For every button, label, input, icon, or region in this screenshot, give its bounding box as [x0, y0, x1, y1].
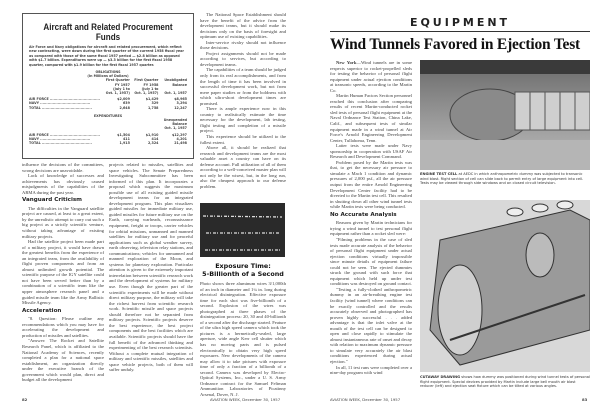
middle-column: projects related to missiles, satellites and space vehicles. The Senate Preparedness Investigating Subcommittee has been informed of this plan. It incorporates a proposal which suggests the maximum possible use of all existing guided missile development teams for an integrated development program. This plan visualizes guided missiles for immediate military use, guided missiles for future military use on the Earth, carrying warheads, reconnaissance equipment, freight or troops, carrier vehicles for orbital missions, unmanned and manned satellites for military use and for peaceful applications such as global weather survey, earth observing, television relay stations, and communications; vehicles for unmanned and manned exploration of the Moon, and systems for planetary exploration. Particular attention is given to the extremely important interrelation between scientific research work and the development of systems for military use. Even though the greater part of the scientific experiments will be made without direct military purpose, the military will take the richest harvest from scientific research work. Scientific missile and space projects should therefore not be separated from military projects. Scientific projects deserve the best experience, the best project components and the best facilities which are available. Scientific projects should have the full benefit of the advanced thinking and experimenting of the best research scientists. Without a complete mutual integration of military and scientific missiles, satellites and space vehicle projects, both of them will suffer unduly. — [109, 162, 193, 373]
table-intro: Air Force and Navy obligations for aircraft and related procurement, which reflect new contracting, were down during the first quarter of the current 1958 fiscal year as compared with those of the same fiscal 1957 period — $2.8 billion as opposed with $1.7 billion. Expenditures were up — $3.3 billion for the first fiscal 1958 quarter, compared with $1.9 billion for the first fiscal 1957 quarter. — [29, 45, 184, 67]
table-row: AIR FORCE ........................................ $1,504 $1,910 $12,297 — [29, 132, 187, 137]
right-footer: AVIATION WEEK, December 30, 1957 — [330, 397, 401, 402]
wire-explosion-photo — [200, 203, 285, 257]
obligations-subtitle: (In Millions of Dollars) — [87, 74, 129, 79]
section-header: EQUIPMENT — [409, 16, 511, 29]
table-title: Aircraft and Related Procurement Funds — [43, 22, 173, 42]
table-row: NAVY ........................................ 639 329 3,294 — [29, 101, 187, 106]
table-row: TOTAL ........................................ 2,648 1,758 12,247 — [29, 105, 187, 110]
column-headers: First Quarter FY 1957 (July 1 to Oct. 1, 1957) First Quarter FY 1958 (July 1 to Oct. 1, 1957) Unobligated Balance Oct. 1, 1957 — [105, 78, 187, 96]
section-rule — [330, 31, 590, 32]
procurement-funds-table — [22, 13, 194, 159]
table-row: TOTAL ........................................ 1,915 2,324 21,498 — [29, 141, 187, 146]
article-title: Wind Tunnels Favored in Ejection Test — [330, 36, 581, 53]
photo2-caption: CUTAWAY DRAWING shows how dummy was positioned during wind tunnel tests of personal flight equipment. Special devices provided by Martin include large bell mouth air blast reducer (left) and ejection seat fixture which can be tilted at various angles. — [420, 375, 590, 389]
expenditures-title: EXPENDITURES — [93, 113, 123, 118]
photo1-caption: ENGINE TEST CELL at AEDC in which anthropometric dummy was subjected to transonic wind blast. Right section of cell can slide back to permit entry of large equipment into cell. Tests may be viewed through side windows and on closed circuit television. — [420, 172, 584, 186]
heading-no-accurate-analysis: No Accurate Analysis — [330, 211, 397, 218]
cutaway-drawing — [420, 200, 590, 372]
expenditure-headers: Unexpended Balance Oct. 1, 1957 — [163, 118, 187, 131]
obligations-title: OBLIGATIONS — [95, 70, 121, 75]
heading-acceleration: Acceleration — [22, 307, 62, 314]
table-row: NAVY ........................................ 411 414 4,201 — [29, 136, 187, 141]
page-number-left: 82 — [22, 397, 28, 402]
left-column: influence the decisions of the committees, wrong decisions are unavoidable. Lack of knowledge of successes and achievements has obviously caused misjudgments of the capabilities of the ARMA during the past year. Vanguard Criticism The difficulties in the Vanguard satellite project are caused, at least to a great extent, by the unrealistic attempt to carry out such a big project as a strictly scientific venture, without taking advantage of existing military projects. Had the satellite project been made part of a military project, it would have drawn the greatest benefits from the experience of an integrated team, from the availability of flight proven components and from an almost unlimited growth potential. The scientific purpose of the IGY satellite could not have been served better than by a combination of a scientific team like the upper atmosphere research panel and a guided missile team like the Army Ballistic Missile Agency. Acceleration "8. Question: Please outline any recommendations which you may have for accelerating the development and production of missiles and satellites. "Answer: The Rocket and Satellite Research Panel, which is affiliated to the National Academy of Sciences, recently completed a plan for a national space establishment, an organization directly under the executive branch of the government which would plan, direct and budget all the development — [22, 162, 104, 383]
right-column: The National Space Establishment should have the benefit of the advice from the development teams, but it should make its decisions only on the basis of foresight and optimum use of existing capabilities. Inter-service rivalry should not influence those decisions. Project assignments should not be made according to services, but according to development teams. The capabilities of a team should be judged only from its real accomplishments, and from the length of time it has been involved in successful development work, but not from mere paper studies or from the boldness with which ultra-short development times are promised. There is ample experience now in this country to realistically estimate the time necessary for the development, lab testing, flight testing and completion of a missile project. This experience should be utilized to the fullest extent. Above all, it should be realized that research and development teams are the most valuable asset a country can have on its defense account. Full utilization of all of them according to a well-conceived master plan will not only be the wisest, but, in the long run, also the cheapest approach to our defense problem. — [200, 12, 286, 189]
page-number-right: 83 — [582, 397, 588, 402]
engine-test-cell-photo — [420, 60, 590, 170]
left-footer: AVIATION WEEK, December 30, 1957 — [210, 397, 281, 402]
heading-vanguard-criticism: Vanguard Criticism — [22, 197, 83, 204]
photo-title: Exposure Time: 5-Billionth of a Second — [202, 262, 284, 278]
table-row: AIR FORCE ........................................ $2,009 $1,429 $8,965 — [29, 97, 187, 102]
article-column: New York—Wind tunnels are in some respects superior to rocket-propelled sleds for testing the behavior of personal flight equipment under actual ejection conditions at transonic speeds, according to the Martin Co. Martin Human Factors Section personnel reached this conclusion after comparing results of recent Martin-conducted rocket sled tests of personal flight equipment at the Naval Ordnance Test Station, China Lake, Calif., and subsequent tests of similar equipment made in a wind tunnel at Air Force's Arnold Engineering Development Center, Tullahoma, Tenn. Latter tests were made under Navy sponsorship in cooperation with USAF Air Research and Development Command. Problem posed by the Martin tests was that, to get the necessary air pressure to simulate a Mach 1 condition and dynamic pressures of 2,000 psf., all the air pressure output from the entire Arnold Engineering Development Center facility had to be diverted to the Martin test cell. This resulted in shutting down all other wind tunnel tests while Martin tests were being conducted. No Accurate Analysis Reasons given by Martin technicians for trying a wind tunnel to test personal flight equipment rather than a rocket sled were: "Filming problems in the case of sled tests made accurate analysis of the behavior of personal flight equipment under actual ejection conditions virtually impossible since minute details of equipment failure could not be seen. The ejected dummies struck the ground with such force that equipment which held up under test conditions was destroyed on ground contact. "Testing a fully-clothed anthropometric dummy in an air-breathing engine test facility (wind tunnel) where conditions can be exactly controlled and the results accurately observed and photographed has proven highly successful . . . added advantage is that the inlet valve at the mouth of the test cell can be designed to open and close rapidly to stimulate the almost instantaneous rate of onset and decay with relation to maximum dynamic pressure to simulate very accurately the air blast conditions experienced during actual ejection." In all, 11 test runs were completed over a nine-day program with wind — [330, 60, 412, 376]
photo-caption: Photo shows three aluminum wires 3/1,000th of an inch in diameter and 1¼ in. long during electrical disintegration. Effective exposure time for each shot was five-billionth of a second. Explosion of the wires was photographed at three phases of the disintegration process: 20, 30 and 40-billionth of a second after the discharge started. Feature of the ultra high speed camera which took the pictures is a hermetically-sealed, large aperture, wide angle Kerr cell shutter which has no moving parts and is pulsed electronically to obtain very high speed exposures. New developments of the camera may allow it to take pictures with exposure time of only a fraction of a billionth of a second. Camera was developed by Electro-Optical Systems, Inc., under a U. S. Army Ordnance contract for the Samuel Feltman Ammunition Laboratories of Picatinny Arsenal, Dover, N. J. — [200, 281, 286, 397]
